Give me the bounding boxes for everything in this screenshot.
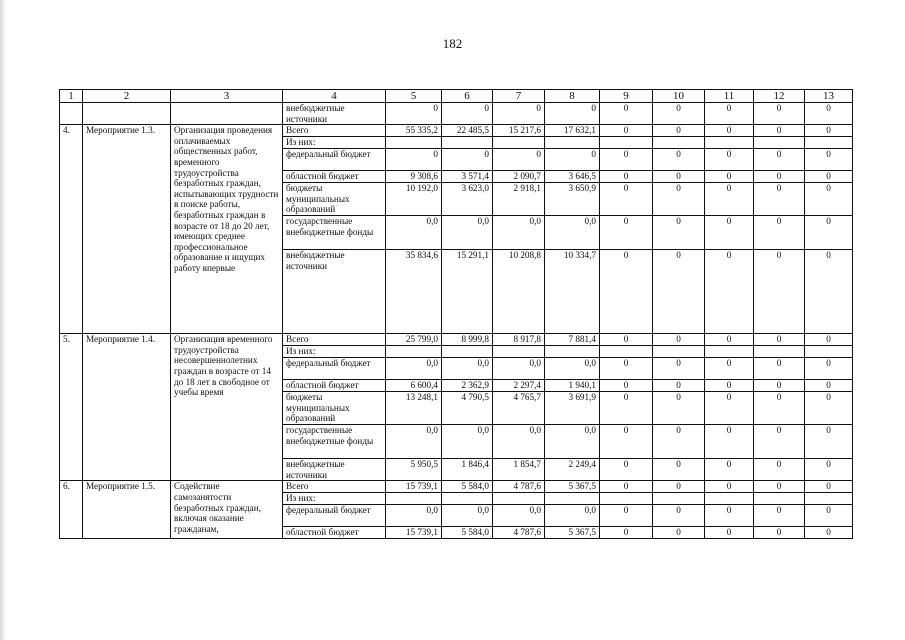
value-cell: 0,0 [386,505,442,527]
value-cell: 0 [600,425,653,459]
value-cell: 0 [493,103,545,125]
value-cell: 0 [600,334,653,346]
value-cell: 0 [805,380,853,392]
value-cell [653,493,705,505]
value-cell: 0 [705,334,754,346]
value-cell: 0,0 [442,425,493,459]
item-number-cell [60,103,83,125]
item-number-cell: 6. [60,481,83,539]
value-cell: 0 [705,149,754,171]
value-cell: 2 297,4 [493,380,545,392]
funding-source-cell: федеральный бюджет [283,505,386,527]
value-cell: 0 [600,505,653,527]
value-cell: 0 [754,358,805,380]
header-cell: 2 [83,90,171,103]
funding-source-cell: областной бюджет [283,380,386,392]
value-cell [442,137,493,149]
value-cell: 0 [754,481,805,493]
value-cell: 0 [805,334,853,346]
value-cell: 1 940,1 [545,380,600,392]
value-cell [653,137,705,149]
funding-source-cell: Всего [283,125,386,137]
funding-source-cell: федеральный бюджет [283,358,386,380]
header-cell: 6 [442,90,493,103]
value-cell: 8 917,8 [493,334,545,346]
value-cell [386,346,442,358]
value-cell: 3 623,0 [442,183,493,216]
header-cell: 13 [805,90,853,103]
measure-name-cell [83,103,171,125]
value-cell: 15 739,1 [386,527,442,539]
value-cell: 0 [754,425,805,459]
value-cell: 0 [600,125,653,137]
value-cell: 3 646,5 [545,171,600,183]
value-cell: 0,0 [545,216,600,250]
value-cell: 5 950,5 [386,459,442,481]
value-cell: 3 650,9 [545,183,600,216]
value-cell: 0 [805,527,853,539]
header-cell: 10 [653,90,705,103]
value-cell: 3 691,9 [545,392,600,425]
value-cell: 17 632,1 [545,125,600,137]
scan-left-edge [0,0,6,640]
value-cell: 0 [653,459,705,481]
header-cell: 4 [283,90,386,103]
value-cell: 0 [653,250,705,334]
value-cell [493,137,545,149]
funding-source-cell: государственные внебюджетные фонды [283,216,386,250]
value-cell [386,137,442,149]
value-cell: 0 [705,505,754,527]
value-cell: 5 367,5 [545,527,600,539]
value-cell: 0 [653,171,705,183]
item-number-cell: 4. [60,125,83,334]
value-cell: 10 334,7 [545,250,600,334]
table-row [60,481,853,493]
value-cell: 0,0 [442,358,493,380]
value-cell: 0,0 [493,216,545,250]
value-cell: 0 [754,527,805,539]
page-number: 182 [442,36,463,51]
value-cell: 0 [805,459,853,481]
measure-description-cell [171,103,283,125]
value-cell: 4 787,6 [493,481,545,493]
header-cell: 9 [600,90,653,103]
value-cell: 5 367,5 [545,481,600,493]
funding-source-cell: бюджеты муниципальных образований [283,392,386,425]
value-cell: 0,0 [545,505,600,527]
value-cell: 0 [493,149,545,171]
value-cell: 0 [653,527,705,539]
value-cell: 0 [805,505,853,527]
value-cell: 55 335,2 [386,125,442,137]
value-cell: 0 [805,481,853,493]
value-cell: 0,0 [493,425,545,459]
value-cell [545,346,600,358]
value-cell: 0 [600,358,653,380]
value-cell: 0 [653,183,705,216]
value-cell: 10 192,0 [386,183,442,216]
value-cell: 0 [600,216,653,250]
value-cell: 4 765,7 [493,392,545,425]
value-cell: 15 217,6 [493,125,545,137]
value-cell: 0 [442,103,493,125]
funding-source-cell: государственные внебюджетные фонды [283,425,386,459]
value-cell: 0 [653,358,705,380]
value-cell: 0 [754,505,805,527]
value-cell: 0,0 [545,425,600,459]
value-cell: 0,0 [545,358,600,380]
funding-source-cell: Всего [283,481,386,493]
measure-description-cell: Организация временного трудоустройства несовершеннолетних граждан в возрасте от 14 до 18 лет в свободное от учебы время [171,334,283,481]
funding-table [59,89,853,539]
value-cell: 0 [705,481,754,493]
value-cell: 0 [653,149,705,171]
value-cell: 0 [705,171,754,183]
value-cell: 0 [754,459,805,481]
value-cell: 0 [705,125,754,137]
value-cell: 0 [600,392,653,425]
value-cell: 0,0 [442,505,493,527]
value-cell: 35 834,6 [386,250,442,334]
value-cell: 0 [600,103,653,125]
value-cell: 0 [754,103,805,125]
funding-source-cell: внебюджетные источники [283,459,386,481]
value-cell: 5 584,0 [442,527,493,539]
funding-source-cell: Всего [283,334,386,346]
value-cell [600,137,653,149]
value-cell: 25 799,0 [386,334,442,346]
value-cell: 4 787,6 [493,527,545,539]
value-cell: 0 [705,459,754,481]
value-cell: 0 [545,103,600,125]
value-cell: 0 [600,459,653,481]
value-cell: 10 208,8 [493,250,545,334]
value-cell: 0 [805,425,853,459]
value-cell: 0 [600,481,653,493]
value-cell: 0,0 [493,358,545,380]
value-cell: 0 [754,149,805,171]
value-cell [545,493,600,505]
value-cell: 0,0 [493,505,545,527]
header-cell: 8 [545,90,600,103]
value-cell: 0 [805,183,853,216]
value-cell: 0 [705,250,754,334]
value-cell: 5 584,0 [442,481,493,493]
table-row [60,334,853,346]
value-cell [754,493,805,505]
value-cell: 0 [653,125,705,137]
value-cell: 0 [805,392,853,425]
value-cell: 0 [600,527,653,539]
value-cell: 0 [754,250,805,334]
value-cell [600,493,653,505]
value-cell: 0 [705,392,754,425]
value-cell: 0 [754,392,805,425]
header-cell: 3 [171,90,283,103]
value-cell: 6 600,4 [386,380,442,392]
value-cell: 0 [653,481,705,493]
value-cell: 7 881,4 [545,334,600,346]
value-cell: 4 790,5 [442,392,493,425]
value-cell: 0 [600,149,653,171]
value-cell: 0 [805,358,853,380]
value-cell [386,493,442,505]
value-cell [600,346,653,358]
value-cell: 0 [653,216,705,250]
value-cell [545,137,600,149]
value-cell: 3 571,4 [442,171,493,183]
value-cell: 2 362,9 [442,380,493,392]
value-cell: 0 [545,149,600,171]
value-cell: 1 854,7 [493,459,545,481]
value-cell: 0 [442,149,493,171]
value-cell: 0 [705,183,754,216]
value-cell [705,346,754,358]
value-cell: 1 846,4 [442,459,493,481]
value-cell: 2 090,7 [493,171,545,183]
value-cell [493,346,545,358]
table-row [60,125,853,137]
value-cell: 0 [805,216,853,250]
value-cell: 0 [600,250,653,334]
funding-source-cell: Из них: [283,346,386,358]
value-cell [705,493,754,505]
value-cell: 0 [653,425,705,459]
measure-name-cell: Мероприятие 1.5. [83,481,171,539]
value-cell: 0,0 [386,425,442,459]
value-cell: 0,0 [442,216,493,250]
value-cell [442,346,493,358]
funding-source-cell: Из них: [283,493,386,505]
value-cell [754,137,805,149]
header-cell: 12 [754,90,805,103]
value-cell [805,493,853,505]
value-cell: 15 291,1 [442,250,493,334]
measure-name-cell: Мероприятие 1.4. [83,334,171,481]
value-cell: 0 [705,103,754,125]
value-cell [805,346,853,358]
value-cell: 0 [705,527,754,539]
value-cell: 0 [805,149,853,171]
value-cell: 0 [386,149,442,171]
value-cell: 15 739,1 [386,481,442,493]
funding-source-cell: внебюджетные источники [283,103,386,125]
value-cell [442,493,493,505]
value-cell: 0 [754,125,805,137]
value-cell: 13 248,1 [386,392,442,425]
measure-description-cell: Организация проведения оплачиваемых общественных работ, временного трудоустройства безработных граждан, испытывающих трудности в поиске работы, безработных граждан в возрасте от 18 до 20 лет, имеющих среднее профессиональное образование и ищущих работу впервые [171,125,283,334]
value-cell: 8 999,8 [442,334,493,346]
value-cell [653,346,705,358]
value-cell: 0 [705,380,754,392]
value-cell: 0 [653,334,705,346]
value-cell: 22 485,5 [442,125,493,137]
value-cell: 0 [653,392,705,425]
table-row [60,103,853,125]
value-cell: 2 249,4 [545,459,600,481]
value-cell [754,346,805,358]
value-cell: 0 [653,505,705,527]
value-cell: 0 [705,216,754,250]
item-number-cell: 5. [60,334,83,481]
value-cell: 0 [754,171,805,183]
value-cell: 0 [805,171,853,183]
funding-source-cell: бюджеты муниципальных образований [283,183,386,216]
measure-description-cell: Содействие самозанятости безработных граждан, включая оказание гражданам, [171,481,283,539]
header-row [60,90,853,103]
header-cell: 11 [705,90,754,103]
value-cell [805,137,853,149]
value-cell: 0 [805,125,853,137]
value-cell: 0 [653,103,705,125]
value-cell: 0,0 [386,216,442,250]
value-cell: 0 [600,380,653,392]
header-cell: 7 [493,90,545,103]
value-cell: 9 308,6 [386,171,442,183]
value-cell: 0 [754,380,805,392]
value-cell [493,493,545,505]
value-cell: 0 [754,183,805,216]
value-cell: 0 [754,334,805,346]
value-cell [705,137,754,149]
funding-source-cell: Из них: [283,137,386,149]
header-cell: 5 [386,90,442,103]
funding-source-cell: федеральный бюджет [283,149,386,171]
value-cell: 0 [653,380,705,392]
header-cell: 1 [60,90,83,103]
funding-source-cell: внебюджетные источники [283,250,386,334]
value-cell: 0 [754,216,805,250]
value-cell: 0 [805,103,853,125]
value-cell: 0 [386,103,442,125]
value-cell: 0 [705,358,754,380]
value-cell: 0,0 [386,358,442,380]
funding-source-cell: областной бюджет [283,527,386,539]
funding-source-cell: областной бюджет [283,171,386,183]
value-cell: 0 [600,171,653,183]
value-cell: 0 [705,425,754,459]
value-cell: 0 [600,183,653,216]
measure-name-cell: Мероприятие 1.3. [83,125,171,334]
value-cell: 0 [805,250,853,334]
value-cell: 2 918,1 [493,183,545,216]
